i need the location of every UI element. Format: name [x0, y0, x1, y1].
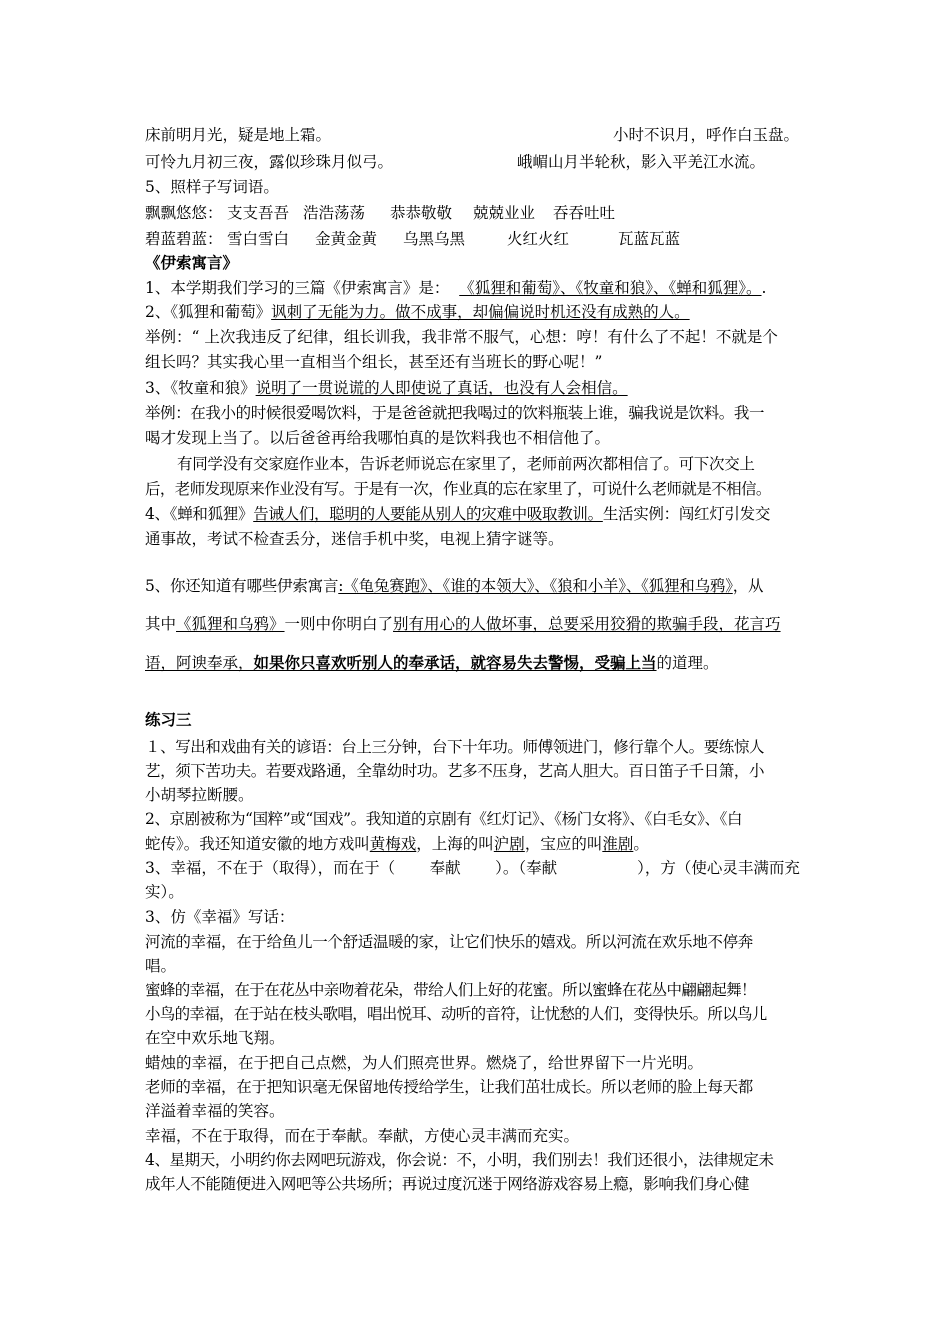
fable-item-1-answer: 《狐狸和葡萄》、《牧童和狼》、《蝉和狐狸》。 — [459, 279, 762, 297]
ex3-p1-line-2: 艺，须下苦功夫。若要戏路通，全靠幼时功。艺多不压身，艺高人胆大。百日笛子千日箫，小 — [145, 762, 765, 780]
fable-item-2-example-1: 举例：“ 上次我违反了纪律，组长训我，我非常不服气，心想：哼！有什么了不起！不就是个 — [145, 328, 778, 346]
fable-item-4-line-2: 通事故，考试不检查丢分，迷信手机中奖，电视上猜字谜等。 — [145, 530, 564, 548]
ex3-p4-teacher-2: 洋溢着幸福的笑容。 — [145, 1102, 285, 1120]
ex3-p4-river-1: 河流的幸福，在于给鱼儿一个舒适温暖的家，让它们快乐的嬉戏。所以河流在欢乐地不停奔 — [145, 933, 754, 951]
ex3-p2-answer-huangmei: 黄梅戏 — [369, 835, 417, 853]
fable-item-5-moral-2: 语，阿谀奉承， — [145, 654, 254, 672]
ex3-p1-line-3: 小胡琴拉断腰。 — [145, 786, 254, 804]
poem-line-2-right: 峨嵋山月半轮秋，影入平羌江水流。 — [517, 153, 766, 171]
ex3-p3-text: ）。（奉献 — [495, 859, 558, 877]
q5-row-1 — [145, 201, 825, 225]
ex3-p4-bird-2: 在空中欢乐地飞翔。 — [145, 1029, 285, 1047]
fable-item-5 — [145, 574, 825, 598]
q5-title: 5、照样子写词语。 — [145, 178, 279, 196]
ex3-p4-teacher-1: 老师的幸福，在于把知识毫无保留地传授给学生，让我们茁壮成长。所以老师的脸上每天都 — [145, 1078, 754, 1096]
fable-item-5-end: ，从 — [732, 577, 764, 595]
q5-row-1-lead: 飘飘悠悠： — [145, 204, 223, 222]
q5-row-1-word: 吞吞吐吐 — [553, 204, 616, 222]
ex3-p2-answer-huju: 沪剧 — [493, 835, 525, 853]
fable-item-1-end: . — [761, 279, 767, 297]
q5-row-1-word: 支支吾吾 — [227, 204, 290, 222]
ex3-p2-text: 蛇传》。我还知道安徽的地方戏叫 — [145, 835, 370, 853]
ex3-p4-summary: 幸福，不在于取得，而在于奉献。奉献，方使心灵丰满而充实。 — [145, 1127, 580, 1145]
fable-item-3-example-2: 喝才发现上当了。以后爸爸再给我哪怕真的是饮料我也不相信他了。 — [145, 429, 611, 447]
ex3-p2-text: ，宝应的叫 — [524, 835, 603, 853]
q5-row-2-word: 火红火红 — [507, 230, 570, 248]
ex3-p4-candle: 蜡烛的幸福，在于把自己点燃，为人们照亮世界。燃烧了，给世界留下一片光明。 — [145, 1054, 704, 1072]
ex3-p4-title: 3、仿《幸福》写话： — [145, 908, 295, 926]
fable-item-1-question: 1、本学期我们学习的三篇《伊索寓言》是： — [145, 279, 450, 297]
q5-row-2-word: 雪白雪白 — [227, 230, 290, 248]
fable-item-3-title: 3、《牧童和狼》 — [145, 379, 256, 397]
ex3-p2-text: 。 — [633, 835, 649, 853]
fable-item-5-prefix: 其中 — [145, 615, 177, 633]
fable-item-4-life-example: 生活实例：闯红灯引发交 — [602, 505, 771, 523]
fable-item-5-question: 5、你还知道有哪些伊索寓言 — [145, 577, 339, 595]
ex3-p2-line-1: 2、京剧被称为“国粹”或“国戏”。我知道的京剧有《红灯记》、《杨门女将》、《白毛女》、《白 — [145, 810, 743, 828]
fable-item-5-tail: 的道理。 — [656, 654, 719, 672]
ex3-p4-bird-1: 小鸟的幸福，在于站在枝头歌唱，唱出悦耳、动听的音符，让忧愁的人们，变得快乐。所以鸟儿 — [145, 1005, 767, 1023]
fable-item-3-example-4: 后，老师发现原来作业没有写。于是有一次，作业真的忘在家里了，可说什么老师就是不相信。 — [145, 480, 771, 498]
fable-item-3 — [145, 376, 825, 400]
q5-row-2-word: 金黄金黄 — [315, 230, 378, 248]
fable-item-5-book: 《狐狸和乌鸦》 — [176, 615, 285, 633]
q5-row-1-word: 兢兢业业 — [473, 204, 536, 222]
fable-item-1 — [145, 276, 825, 300]
fable-heading: 《伊索寓言》 — [145, 253, 239, 272]
poem-line-1-left: 床前明月光，疑是地上霜。 — [145, 126, 332, 144]
poem-line-2 — [145, 150, 825, 174]
exercise-3-heading: 练习三 — [145, 710, 192, 729]
q5-row-2-word: 瓦蓝瓦蓝 — [618, 230, 681, 248]
ex3-p3-line-1 — [145, 856, 825, 880]
fable-item-5-line-3 — [145, 651, 825, 675]
q5-row-2 — [145, 227, 825, 251]
q5-row-1-word: 浩浩荡荡 — [303, 204, 366, 222]
q5-row-2-word: 乌黑乌黑 — [403, 230, 466, 248]
ex3-p2-line-2 — [145, 832, 825, 856]
poem-line-2-left: 可怜九月初三夜，露似珍珠月似弓。 — [145, 153, 394, 171]
fable-item-5-moral-1: 别有用心的人做坏事，总要采用狡猾的欺骗手段，花言巧 — [393, 615, 781, 633]
fable-item-3-answer: 说明了一贯说谎的人即使说了真话，也没有人会相信。 — [255, 379, 628, 397]
fable-item-5-line-2 — [145, 612, 825, 636]
ex3-p3-answer-1: 奉献 — [429, 859, 461, 877]
ex3-p2-text: ，上海的叫 — [416, 835, 494, 853]
ex3-p5-line-1: 4、星期天，小明约你去网吧玩游戏，你会说：不，小明，我们别去！我们还很小，法律规定未 — [145, 1151, 774, 1169]
fable-item-3-example-1: 举例：在我小的时候很爱喝饮料，于是爸爸就把我喝过的饮料瓶装上谁，骗我说是饮料。我一 — [145, 404, 765, 422]
fable-item-2-answer: 讽刺了无能为力。做不成事，却偏偏说时机还没有成熟的人。 — [271, 303, 690, 321]
fable-item-5-answer: :《龟兔赛跑》、《谁的本领大》、《狼和小羊》、《狐狸和乌鸦》 — [338, 577, 733, 595]
fable-item-3-example-3: 有同学没有交家庭作业本，告诉老师说忘在家里了，老师前两次都相信了。可下次交上 — [177, 455, 755, 473]
ex3-p3-text: ），方（使心灵丰满而充 — [637, 859, 800, 877]
poem-line-1-right: 小时不识月，呼作白玉盘。 — [613, 126, 800, 144]
ex3-p4-bee: 蜜蜂的幸福，在于在花丛中亲吻着花朵，带给人们上好的花蜜。所以蜜蜂在花丛中翩翩起舞！ — [145, 981, 756, 999]
fable-item-5-mid: 一则中你明白了 — [284, 615, 394, 633]
fable-item-2-example-2: 组长吗？其实我心里一直相当个组长，甚至还有当班长的野心呢！” — [145, 353, 603, 371]
ex3-p4-river-2: 唱。 — [145, 957, 177, 975]
fable-item-4 — [145, 502, 825, 526]
fable-item-4-answer: 告诫人们，聪明的人要能从别人的灾难中吸取教训。 — [253, 505, 603, 523]
fable-item-2 — [145, 300, 825, 324]
fable-item-5-moral-bold: 如果你只喜欢听别人的奉承话，就容易失去警惕，受骗上当 — [253, 653, 657, 672]
fable-item-4-title: 4、《蝉和狐狸》 — [145, 505, 254, 523]
q5-row-1-word: 恭恭敬敬 — [390, 204, 453, 222]
ex3-p5-line-2: 成年人不能随便进入网吧等公共场所；再说过度沉迷于网络游戏容易上瘾，影响我们身心健 — [145, 1175, 750, 1193]
ex3-p3-line-2: 实）。 — [145, 883, 184, 901]
ex3-p1-line-1: １、写出和戏曲有关的谚语：台上三分钟，台下十年功。师傅领进门，修行靠个人。要练惊人 — [145, 738, 765, 756]
poem-line-1 — [145, 123, 825, 147]
fable-item-2-title: 2、《狐狸和葡萄》 — [145, 303, 272, 321]
q5-row-2-lead: 碧蓝碧蓝： — [145, 230, 223, 248]
ex3-p3-text: 3、幸福，不在于（取得），而在于（ — [145, 859, 396, 877]
ex3-p2-answer-huaiju: 淮剧 — [602, 835, 634, 853]
